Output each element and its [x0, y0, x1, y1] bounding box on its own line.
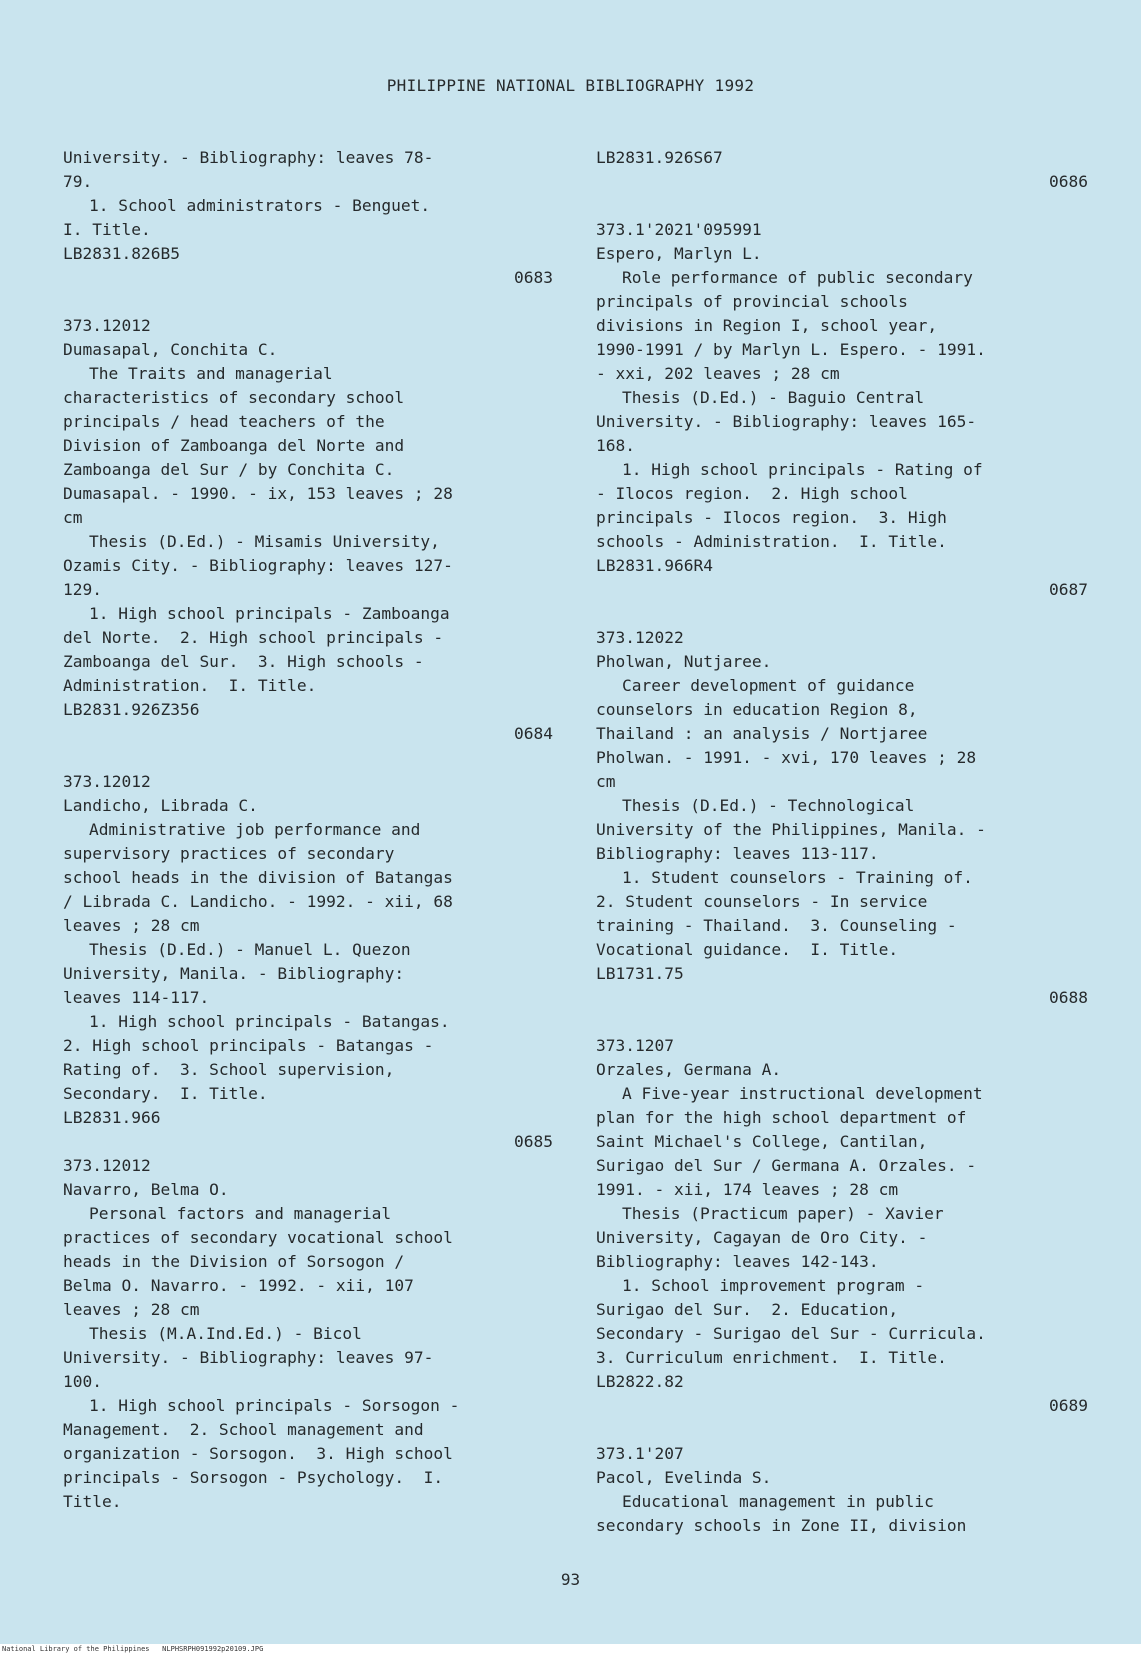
entry-line: University. - Bibliography: leaves 165- [596, 412, 977, 431]
entry-line: Educational management in public [622, 1492, 934, 1511]
entry-line: - xxi, 202 leaves ; 28 cm [596, 364, 840, 383]
entry-line: Administrative job performance and [89, 820, 421, 839]
entry-line: 373.12012 [63, 772, 151, 791]
entry-line: 129. [63, 580, 102, 599]
entry-line: del Norte. 2. High school principals - [63, 628, 444, 647]
left-column [63, 146, 553, 1514]
entry-line: Espero, Marlyn L. [596, 244, 762, 263]
entry-line: plan for the high school department of [596, 1108, 967, 1127]
entry-line: Dumasapal. - 1990. - ix, 153 leaves ; 28 [63, 484, 453, 503]
entry-line: Dumasapal, Conchita C. [63, 340, 278, 359]
entry-line: cm [63, 508, 83, 527]
entry-line: schools - Administration. I. Title. [596, 532, 947, 551]
entry-line: Title. [63, 1492, 122, 1511]
page-header: PHILIPPINE NATIONAL BIBLIOGRAPHY 1992 [386, 76, 755, 95]
entry-number: 0686 [1049, 172, 1088, 191]
entry-number: 0688 [1049, 988, 1088, 1007]
entry-line: Zamboanga del Sur. 3. High schools - [63, 652, 424, 671]
entry-line: Bibliography: leaves 113-117. [596, 844, 879, 863]
entry-line: Pholwan. - 1991. - xvi, 170 leaves ; 28 [596, 748, 977, 767]
entry-number: 0689 [1049, 1396, 1088, 1415]
entry-line: Ozamis City. - Bibliography: leaves 127- [63, 556, 453, 575]
blank-line [596, 602, 1088, 626]
entry-line: Personal factors and managerial [89, 1204, 392, 1223]
entry-line: principals / head teachers of the [63, 412, 385, 431]
entry-line: cm [596, 772, 616, 791]
entry-line: principals - Ilocos region. 3. High [596, 508, 947, 527]
footer-library: National Library of the Philippines [2, 1645, 150, 1653]
entry-line: Orzales, Germana A. [596, 1060, 782, 1079]
entry-line: Thesis (Practicum paper) - Xavier [622, 1204, 944, 1223]
entry-line: Vocational guidance. I. Title. [596, 940, 899, 959]
entry-line: 3. Curriculum enrichment. I. Title. [596, 1348, 947, 1367]
entry-line: 79. [63, 172, 93, 191]
entry-line: Career development of guidance [622, 676, 915, 695]
entry-line: training - Thailand. 3. Counseling - [596, 916, 957, 935]
entry-line: Surigao del Sur / Germana A. Orzales. - [596, 1156, 977, 1175]
entry-line: / Librada C. Landicho. - 1992. - xii, 68 [63, 892, 453, 911]
entry-line: 2. High school principals - Batangas - [63, 1036, 434, 1055]
entry-line: Bibliography: leaves 142-143. [596, 1252, 879, 1271]
entry-line: divisions in Region I, school year, [596, 316, 938, 335]
entry-line: Pholwan, Nutjaree. [596, 652, 772, 671]
entry-line: University, Cagayan de Oro City. - [596, 1228, 928, 1247]
entry-line: Rating of. 3. School supervision, [63, 1060, 395, 1079]
entry-line: characteristics of secondary school [63, 388, 405, 407]
entry-line: counselors in education Region 8, [596, 700, 918, 719]
entry-line: LB2831.926Z356 [63, 700, 200, 719]
blank-line [596, 1010, 1088, 1034]
entry-line: - Ilocos region. 2. High school [596, 484, 908, 503]
blank-line [63, 746, 553, 770]
entry-line: The Traits and managerial [89, 364, 333, 383]
entry-number: 0685 [514, 1132, 553, 1151]
entry-line: 1. School improvement program - [622, 1276, 925, 1295]
entry-line: Saint Michael's College, Cantilan, [596, 1132, 928, 1151]
entry-line: Division of Zamboanga del Norte and [63, 436, 405, 455]
entry-line: 1. High school principals - Rating of [622, 460, 983, 479]
entry-line: 373.12012 [63, 1156, 151, 1175]
right-column [596, 146, 1088, 1538]
entry-line: University of the Philippines, Manila. - [596, 820, 986, 839]
entry-line: school heads in the division of Batangas [63, 868, 453, 887]
entry-line: leaves 114-117. [63, 988, 210, 1007]
entry-line: 373.1207 [596, 1036, 674, 1055]
entry-line: LB2831.966 [63, 1108, 161, 1127]
entry-line: LB2831.826B5 [63, 244, 180, 263]
blank-line [596, 194, 1088, 218]
entry-line: A Five-year instructional development [622, 1084, 983, 1103]
entry-line: LB2822.82 [596, 1372, 684, 1391]
entry-line: Thesis (D.Ed.) - Technological [622, 796, 915, 815]
entry-line: 373.1'2021'095991 [596, 220, 762, 239]
entry-line: Navarro, Belma O. [63, 1180, 229, 1199]
entry-line: principals - Sorsogon - Psychology. I. [63, 1468, 444, 1487]
entry-line: 1. High school principals - Sorsogon - [89, 1396, 460, 1415]
entry-line: Secondary - Surigao del Sur - Curricula. [596, 1324, 986, 1343]
entry-line: Thesis (D.Ed.) - Misamis University, [89, 532, 440, 551]
footer-text [2, 1645, 263, 1653]
footer-strip [0, 1644, 1141, 1658]
entry-line: LB2831.926S67 [596, 148, 723, 167]
entry-line: University. - Bibliography: leaves 78- [63, 148, 434, 167]
entry-line: Surigao del Sur. 2. Education, [596, 1300, 899, 1319]
entry-line: 373.12022 [596, 628, 684, 647]
entry-line: Thesis (D.Ed.) - Manuel L. Quezon [89, 940, 411, 959]
entry-line: Role performance of public secondary [622, 268, 973, 287]
entry-line: Administration. I. Title. [63, 676, 317, 695]
entry-line: Belma O. Navarro. - 1992. - xii, 107 [63, 1276, 414, 1295]
entry-line: 1. Student counselors - Training of. [622, 868, 973, 887]
entry-line: University. - Bibliography: leaves 97- [63, 1348, 434, 1367]
entry-line: supervisory practices of secondary [63, 844, 395, 863]
entry-line: 100. [63, 1372, 102, 1391]
entry-line: Landicho, Librada C. [63, 796, 258, 815]
entry-line: Thesis (M.A.Ind.Ed.) - Bicol [89, 1324, 362, 1343]
entry-line: leaves ; 28 cm [63, 916, 200, 935]
entry-line: 2. Student counselors - In service [596, 892, 928, 911]
entry-line: 1. High school principals - Batangas. [89, 1012, 450, 1031]
entry-line: Secondary. I. Title. [63, 1084, 268, 1103]
entry-line: principals of provincial schools [596, 292, 908, 311]
footer-file: NLPHSRPH091992p20109.JPG [162, 1645, 264, 1653]
entry-line: heads in the Division of Sorsogon / [63, 1252, 405, 1271]
entry-line: 373.12012 [63, 316, 151, 335]
entry-line: University, Manila. - Bibliography: [63, 964, 405, 983]
entry-line: Pacol, Evelinda S. [596, 1468, 772, 1487]
page-number: 93 [560, 1570, 581, 1589]
entry-line: organization - Sorsogon. 3. High school [63, 1444, 453, 1463]
entry-line: 373.1'207 [596, 1444, 684, 1463]
blank-line [596, 1418, 1088, 1442]
entry-line: I. Title. [63, 220, 151, 239]
entry-line: secondary schools in Zone II, division [596, 1516, 967, 1535]
entry-line: leaves ; 28 cm [63, 1300, 200, 1319]
entry-number: 0684 [514, 724, 553, 743]
entry-line: Management. 2. School management and [63, 1420, 424, 1439]
entry-line: 1. School administrators - Benguet. [89, 196, 431, 215]
entry-line: 1991. - xii, 174 leaves ; 28 cm [596, 1180, 899, 1199]
entry-line: 168. [596, 436, 635, 455]
blank-line [63, 290, 553, 314]
entry-number: 0687 [1049, 580, 1088, 599]
entry-line: Zamboanga del Sur / by Conchita C. [63, 460, 395, 479]
entry-line: LB1731.75 [596, 964, 684, 983]
entry-line: LB2831.966R4 [596, 556, 713, 575]
entry-line: practices of secondary vocational school [63, 1228, 453, 1247]
entry-line: 1990-1991 / by Marlyn L. Espero. - 1991. [596, 340, 986, 359]
entry-number: 0683 [514, 268, 553, 287]
entry-line: 1. High school principals - Zamboanga [89, 604, 450, 623]
entry-line: Thesis (D.Ed.) - Baguio Central [622, 388, 925, 407]
entry-line: Thailand : an analysis / Nortjaree [596, 724, 928, 743]
